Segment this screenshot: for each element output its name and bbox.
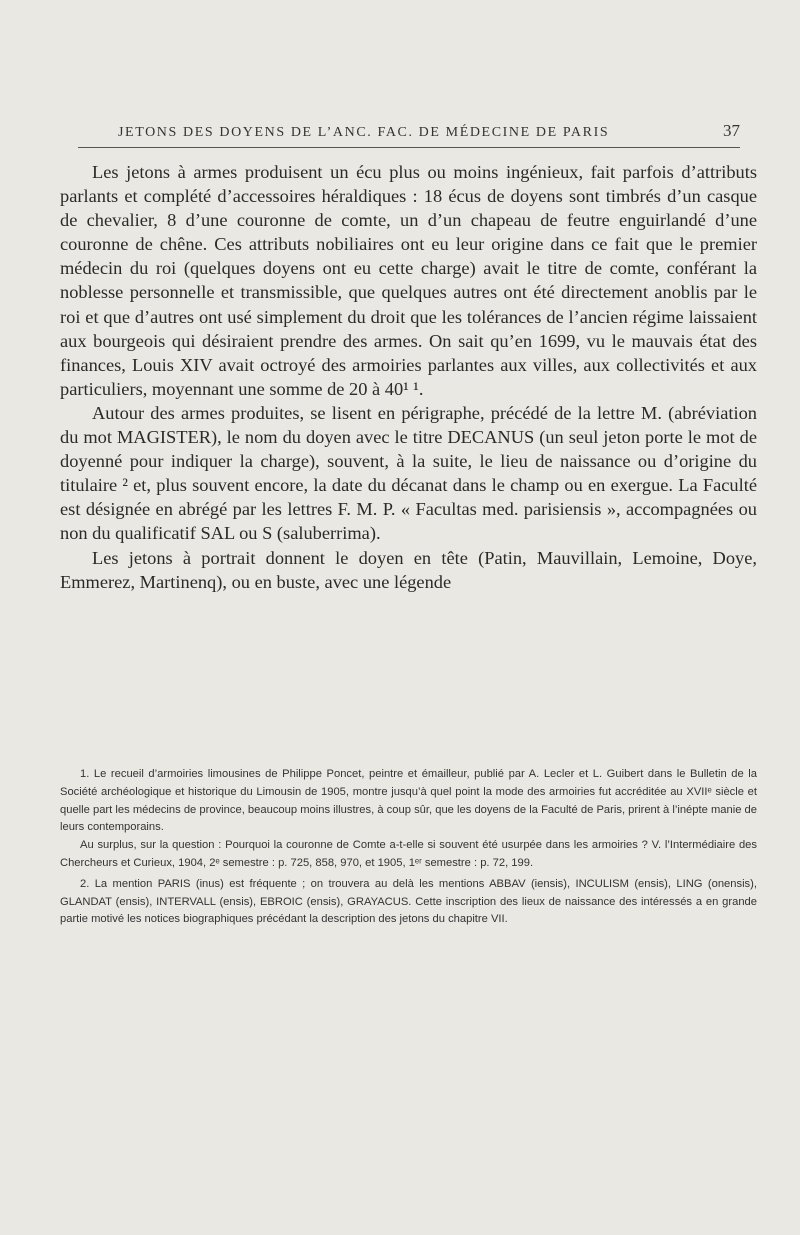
page-number: 37 bbox=[723, 121, 740, 140]
paragraph: Autour des armes produites, se lisent en périgraphe, précédé de la lettre M. (abréviation du mot MAGISTER), le nom du doyen avec le titre DECANUS (un seul jeton porte le mot de doyenné pour indiquer la charge), souvent, à la suite, le lieu de naissance ou d’origine du titulaire ² et, plus souvent encore, la date du décanat dans le champ ou en exergue. La Faculté est désignée en abrégé par les lettres F. M. P. « Facultas med. parisiensis », accompagnées ou non du qualificatif SAL ou S (saluberrima). bbox=[60, 402, 757, 544]
footnote: Au surplus, sur la question : Pourquoi la couronne de Comte a-t-elle si souvent été usurpée dans les armoiries ? V. l’Intermédiaire des Chercheurs et Curieux, 1904, 2ᵉ semestre : p. 725, 858, 970, et 1905, 1ᵉʳ semestre : p. 72, 199. bbox=[60, 839, 757, 869]
paragraph: Les jetons à portrait donnent le doyen en tête (Patin, Mauvillain, Lemoine, Doye, Emmerez, Martinenq), ou en buste, avec une légende bbox=[60, 547, 757, 592]
header-rule bbox=[78, 147, 740, 148]
running-header bbox=[78, 121, 740, 141]
paragraph: Les jetons à armes produisent un écu plus ou moins ingénieux, fait parfois d’attributs parlants et complété d’accessoires héraldiques : 18 écus de doyens sont timbrés d’un casque de chevalier, 8 d’une couronne de comte, un d’un chapeau de feutre enguirlandé d’une couronne de chêne. Ces attributs nobiliaires ont eu leur origine dans ce fait que le premier médecin du roi (quelques doyens ont eu cette charge) avait le titre de comte, conférant la noblesse personnelle et transmissible, que quelques autres ont été directement anoblis par le roi et que d’autres ont usé simplement du droit que les tolérances de l’ancien régime laissaient aux bourgeois qui désiraient prendre des armes. On sait qu’en 1699, vu le mauvais état des finances, Louis XIV avait octroyé des armoiries parlantes aux villes, aux collectivités et aux particuliers, moyennant une somme de 20 à 40¹ ¹. bbox=[60, 162, 757, 399]
main-text bbox=[60, 160, 757, 594]
running-title: JETONS DES DOYENS DE L’ANC. FAC. DE MÉDECINE DE PARIS bbox=[118, 125, 610, 140]
footnote: 2. La mention PARIS (inus) est fréquente ; on trouvera au delà les mentions ABBAV (iensis), INCULISM (ensis), LING (onensis), GLANDAT (ensis), INTERVALL (ensis), EBROIC (ensis), GRAYACUS. Cette inscription des lieux de naissance des intéressés a en grande partie motivé les notices biographiques précédant la description des jetons du chapitre VII. bbox=[60, 877, 757, 926]
footnotes bbox=[60, 766, 757, 929]
footnote: 1. Le recueil d’armoiries limousines de Philippe Poncet, peintre et émailleur, publié par A. Lecler et L. Guibert dans le Bulletin de la Société archéologique et historique du Limousin de 1905, montre jusqu’à quel point la mode des armoiries fut accréditée au XVIIᵉ siècle et quelle part les médecins de province, beaucoup moins illustres, à coup sûr, que les doyens de la Faculté de Paris, prirent à l’inépte manie de leurs contemporains. bbox=[60, 768, 757, 834]
